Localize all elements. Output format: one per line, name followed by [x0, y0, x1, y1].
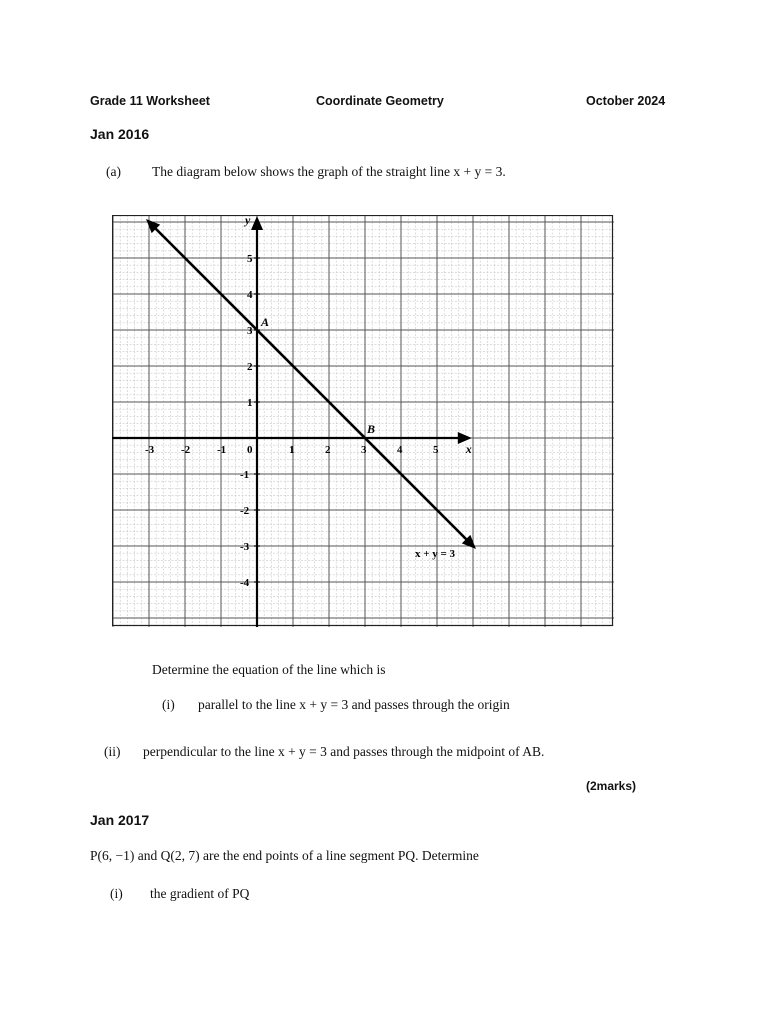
graph-border: [113, 216, 613, 626]
major-grid: [112, 215, 614, 627]
section2-question-text: P(6, −1) and Q(2, 7) are the end points of a line segment PQ. Determine: [90, 848, 479, 863]
minor-grid: [112, 215, 614, 627]
y-axis-label: y: [245, 215, 251, 227]
y-tick-label: 3: [247, 325, 253, 337]
section-title-jan-2016: Jan 2016: [90, 126, 150, 142]
section2-sub-i-label: (i): [110, 886, 123, 901]
section-title-jan-2017: Jan 2017: [90, 812, 150, 828]
header-right: October 2024: [586, 94, 666, 108]
point-a-label: A: [261, 315, 270, 329]
x-tick-label: 1: [289, 444, 295, 456]
y-tick-label: -2: [240, 505, 250, 517]
header-center: Coordinate Geometry: [316, 94, 444, 108]
point-b-label: B: [367, 422, 376, 436]
x-tick-label: 2: [325, 444, 331, 456]
x-tick-label: 5: [433, 444, 439, 456]
x-tick-label: 4: [397, 444, 403, 456]
x-tick-labels: [145, 444, 439, 456]
y-axis-arrowhead: [251, 216, 263, 230]
x-tick-label: -3: [145, 444, 155, 456]
line-x-plus-y-eq-3: [154, 227, 468, 541]
y-tick-label: 2: [247, 361, 253, 373]
coordinate-graph: [112, 215, 614, 627]
instruction-text: Determine the equation of the line which is: [152, 662, 386, 677]
part-a-label: (a): [106, 164, 121, 179]
header-left: Grade 11 Worksheet: [90, 94, 210, 108]
sub-ii-text: perpendicular to the line x + y = 3 and passes through the midpoint of AB.: [143, 744, 545, 759]
line-equation-label: x + y = 3: [415, 548, 456, 561]
y-tick-label: 5: [247, 253, 253, 265]
section2-sub-i-text: the gradient of PQ: [150, 886, 250, 901]
y-tick-label: 4: [247, 289, 253, 301]
sub-ii-label: (ii): [104, 744, 121, 759]
x-tick-label: -2: [181, 444, 191, 456]
y-tick-label: 1: [247, 397, 253, 409]
sub-i-text: parallel to the line x + y = 3 and passes through the origin: [198, 697, 510, 712]
x-tick-label: 0: [247, 444, 253, 456]
y-tick-label: -3: [240, 541, 250, 553]
y-tick-label: -1: [240, 469, 250, 481]
marks-label: (2marks): [586, 779, 637, 793]
part-a-text: The diagram below shows the graph of the straight line x + y = 3.: [152, 164, 506, 179]
sub-i-label: (i): [162, 697, 175, 712]
x-axis-label: x: [465, 442, 472, 456]
x-tick-label: 3: [361, 444, 367, 456]
y-tick-label: -4: [240, 577, 250, 589]
x-tick-label: -1: [217, 444, 227, 456]
